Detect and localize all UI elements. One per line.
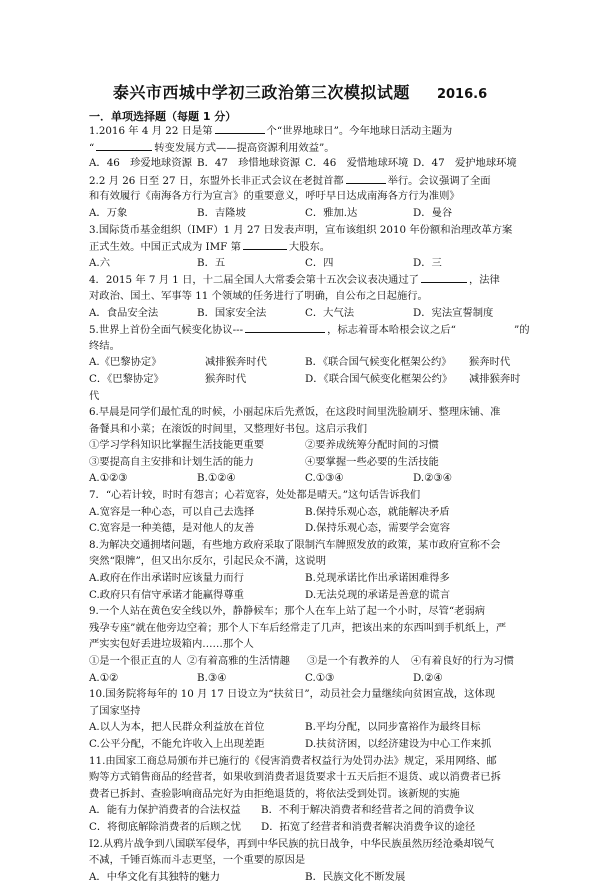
question-10-options [89,719,521,736]
option: D.保持乐观心态，需要学会宽容 [305,522,451,535]
option: A.①②③ [89,472,128,485]
option: C．大气法 [305,306,355,319]
option: D.无法兑现的承诺是善意的谎言 [305,588,451,601]
question-11-stem-cont: 费者已拆封、查验影响商品完好为由拒绝退货的，将依法受到处罚。该新规的实施 [89,787,460,800]
question-6-stem: 6.早晨是同学们最忙乱的时候，小丽起床后先煮饭，在这段时间里洗脸刷牙、整理床铺、准 [89,406,501,419]
question-4-stem: 4．2015 年 7 月 1 日，十二届全国人大常委会第十五次会议表决通过了 ，法律 [89,271,521,288]
option: C．将彻底解除消费者的后顾之忧 [89,820,242,833]
question-2-options [89,205,521,222]
question-10-options [89,736,521,753]
option: D．三 [413,256,442,269]
option: C．46 爱惜地球环境 [305,157,409,170]
option: A．46 珍爱地球资源 [89,157,192,170]
question-7-options [89,520,521,537]
question-9-options [89,670,521,687]
option: A．能有力保护消费者的合法权益 [89,804,241,817]
question-6-statements [89,437,521,454]
question-11-options [89,802,521,819]
statement: ①是一个很正直的人 [89,655,182,667]
option: D．曼谷 [413,206,453,219]
option: D.扶贫济困，以经济建设为中心工作来抓 [305,737,492,750]
statement: ②有着高雅的生活情趣 [187,655,290,667]
question-5-options-cd [89,371,521,388]
option: D.②③④ [413,472,452,485]
exam-title: 泰兴市西城中学初三政治第三次模拟试题 [112,83,410,102]
question-12-stem-cont: 不减，千锤百炼而斗志更坚，一个重要的原因是 [89,854,306,867]
question-9-stem-cont: 严实实包好丢进垃圾箱内……那个人 [89,638,254,651]
question-6-statements [89,454,521,471]
question-10-stem: 10.国务院将每年的 10 月 17 日设立为“扶贫日”，动员社会力量继续向贫困宣战，这体现 [89,688,495,701]
question-7-stem: 7．“心若计较，时时有怨言；心若宽容，处处都是晴天。”这句话告诉我们 [89,489,421,502]
option-suffix: 减排猴奔时 [469,372,521,385]
question-8-stem-cont: 突然“限牌”，但又出尔反尔，引起民众不满，这说明 [89,555,327,568]
option-suffix: 减排猴奔时代 [205,356,267,369]
question-6-options [89,470,521,487]
option: B．不利于解决消费者和经营者之间的消费争议 [261,804,475,817]
option: C.①③④ [305,472,344,485]
statement: ③是一个有教养的人 [307,655,400,667]
statement: ④要掌握一些必要的生活技能 [305,455,439,468]
option: B．五 [197,256,226,269]
option: A．万象 [89,206,128,219]
question-8-options [89,570,521,587]
option: A．中华文化有其独特的魅力 [89,870,220,883]
answer-blank [243,238,287,250]
question-9-stem: 9.一个人站在黄色安全线以外，静静候车；那个人在车上站了起一个小时，尽管“老弱病 [89,605,486,618]
question-9-stem-cont: 残孕专座”就在他旁边空着；那个人下车后经常走了几声，把该出来的东西叫到手机纸上，严 [89,621,507,634]
option: B.保持乐观心态，就能解决矛盾 [305,505,450,518]
question-1-stem-cont: “ 转变发展方式——提高资源利用效益”。 [89,139,521,156]
option: B．民族文化不断发展 [305,870,406,883]
answer-blank [346,172,386,184]
question-10-stem-cont: 了国家坚持 [89,704,141,717]
option: D．拓宽了经营者和消费者解决消费争议的途径 [261,820,476,833]
answer-blank [215,122,265,134]
option: D．47 爱护地球环境 [413,157,517,170]
option-suffix: 猴奔时代 [205,372,247,385]
section-heading: 一．单项选择题（每题 1 分） [89,110,237,123]
option: B．吉隆坡 [197,206,246,219]
question-7-options [89,504,521,521]
question-8-stem: 8.为解决交通拥堵问题，有些地方政府采取了限制汽车牌照发放的政策，某市政府宣称不会 [89,538,501,551]
question-11-options [89,819,521,836]
option: A．食品安全法 [89,306,159,319]
option: B.①②④ [197,472,236,485]
option: A.①② [89,671,119,684]
option: B.兑现承诺比作出承诺困难得多 [305,572,450,585]
exam-date: 2016.6 [436,87,488,102]
option: A.宽容是一种心态，可以自己去选择 [89,505,255,518]
question-3-options [89,255,521,272]
question-3-stem-cont: 正式生效。中国正式成为 IMF 第 大股东。 [89,238,521,255]
option: A.政府在作出承诺时应该量力而行 [89,572,244,585]
question-2-stem-cont: 和有效履行《南海各方行为宣言》的重要意义，呼吁早日达成南海各方行为准则》 [89,190,460,203]
option: C.政府只有信守承诺才能赢得尊重 [89,588,244,601]
question-12-options [89,869,521,885]
question-1-stem: 1.2016 年 4 月 22 日是第 个“世界地球日”。今年地球日活动主题为 [89,122,521,139]
answer-blank [245,321,325,333]
question-3-stem: 3.国际货币基金组织（IMF）1 月 27 日发表声明，宣布该组织 2010 年份额和治理改革方案 [89,223,513,236]
option: A.以人为本，把人民群众利益放在首位 [89,721,265,734]
option: A.六 [89,256,111,269]
option: B．国家安全法 [197,306,267,319]
option: B．《联合国气候变化框架公约》 [305,356,452,369]
option: C.宽容是一种美德，是对他人的友善 [89,522,255,535]
question-4-options [89,305,521,322]
option-suffix: 猴奔时代 [469,356,511,369]
answer-blank [421,271,467,283]
statement: ③要提高自主安排和计划生活的能力 [89,455,254,468]
option: A.《巴黎协定》 [89,356,162,369]
option: C．《巴黎协定》 [89,372,164,385]
option: C.公平分配，不能允许收入上出现差距 [89,737,265,750]
option: C．四 [305,256,334,269]
option: D．《联合国气候变化框架公约》 [305,372,453,385]
option: D.②④ [413,671,443,684]
option: B.平均分配，以同步富裕作为最终目标 [305,721,481,734]
question-6-stem-cont: 备餐具和小菜；在滚饭的时间里，又整理好书包。这启示我们 [89,422,368,435]
question-2-stem: 2.2 月 26 日至 27 日，东盟外长非正式会议在老挝首都 举行。会议强调了全面 [89,172,521,189]
option: B．47 珍惜地球资源 [197,157,301,170]
question-8-options [89,587,521,604]
question-5-options-wrap: 代 [89,389,100,402]
statement: ④有着良好的行为习惯 [411,655,514,667]
option: C.①③ [305,671,335,684]
answer-blank [96,139,152,151]
option: B.③④ [197,671,227,684]
question-1-options [89,155,521,172]
statement: ②要养成统筹分配时间的习惯 [305,439,439,452]
question-5-stem-cont: 终结。 [89,339,120,352]
option: C．雅加.达 [305,206,358,219]
question-11-stem-cont: 购等方式销售商品的经营者，如果收到消费者退货要求十五天后拒不退货、或以消费者已拆 [89,771,501,784]
question-11-stem: 11.由国家工商总局颁布并已施行的《侵害消费者权益行为处罚办法》规定，采用网络、邮 [89,754,497,767]
question-5-stem: 5.世界上首份全面气候变化协议--- ，标志着哥本哈根会议之后“ ”的 [89,321,521,338]
exam-header [0,80,600,102]
question-5-options-ab [89,354,521,371]
statement: ①学习学科知识比掌握生活技能更重要 [89,439,265,452]
question-4-stem-cont: 对政治、国土、军事等 11 个领域的任务进行了明确，自公布之日起施行。 [89,289,428,302]
question-9-statements [89,653,521,670]
question-list [89,122,530,885]
option: D．宪法宣誓制度 [413,306,494,319]
question-12-stem: I2.从鸦片战争到八国联军侵华，再到中华民族的抗日战争，中华民族虽然历经沧桑却锐气 [89,837,495,850]
